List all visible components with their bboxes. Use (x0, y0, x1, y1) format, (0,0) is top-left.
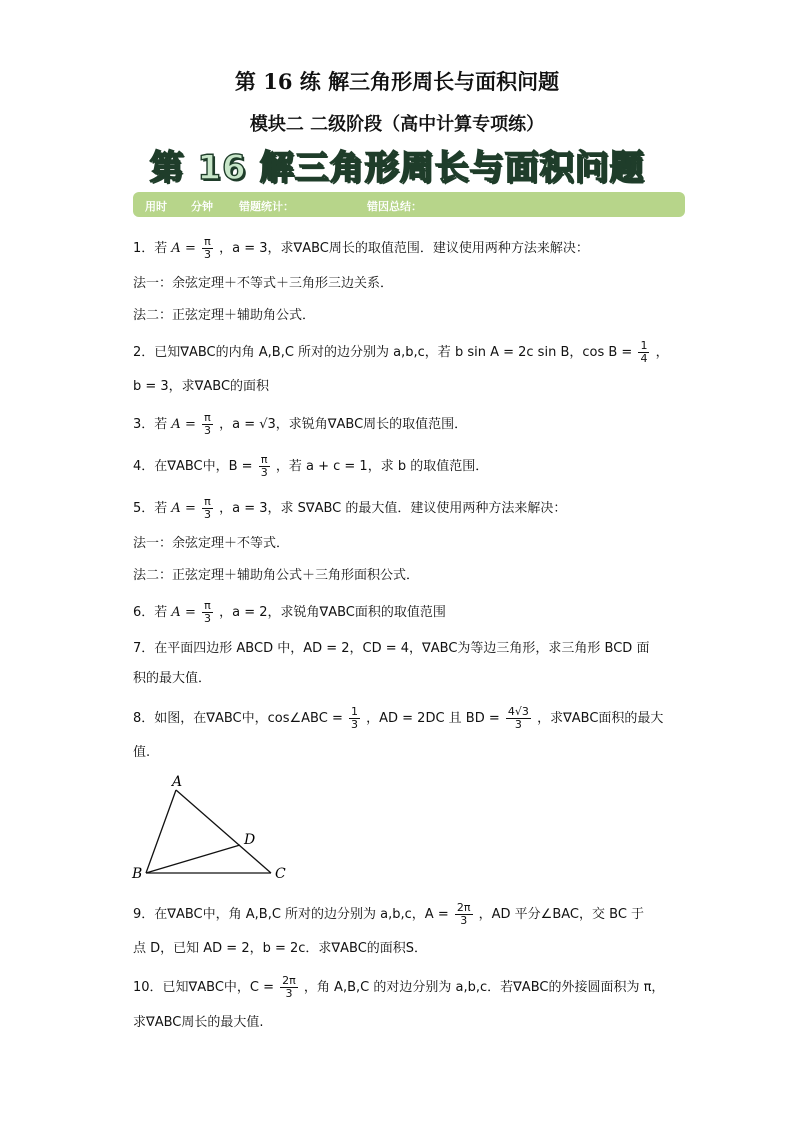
question-5-method-2: 法二：正弦定理＋辅助角公式＋三角形面积公式． (133, 568, 420, 583)
question-9-line-2: 点 D，已知 AD = 2，b = 2c．求∇ABC的面积S． (133, 941, 428, 956)
question-5-method-1: 法一：余弦定理＋不等式． (133, 536, 290, 551)
question-5: 5．若 A = $\frac{\pi}{3}$ ，a = 3，求 S∇ABC 的最大值．建议使用两种方法来解决： (133, 495, 567, 521)
fraction: $\frac{2\pi}{3}$ (282, 974, 296, 1000)
label-a: A (172, 774, 183, 790)
question-7-line-2: 积的最大值． (133, 671, 212, 686)
label-d: D (244, 832, 256, 848)
question-8: 8．如图，在∇ABC中，cos∠ABC = $\frac{1}{3}$ ，AD = 2DC 且 BD = $\frac{4√3}{3}$ ，求∇ABC面积的最大 (133, 705, 664, 731)
fraction: $\frac{\pi}{3}$ (203, 599, 211, 625)
fraction: $\frac{1}{3}$ (350, 705, 358, 731)
segment-ab (146, 790, 176, 873)
fraction: $\frac{1}{4}$ (640, 339, 648, 365)
fraction: $\frac{\pi}{3}$ (260, 453, 268, 479)
fraction: $\frac{\pi}{3}$ (203, 235, 211, 261)
fraction: $\frac{\pi}{3}$ (203, 495, 211, 521)
label-c: C (275, 866, 286, 882)
question-10: 10．已知∇ABC中，C = $\frac{2\pi}{3}$ ，角 A,B,C 的对边分别为 a,b,c．若∇ABC的外接圆面积为 π， (133, 974, 665, 1000)
banner-title: 第 16 解三角形周长与面积问题 (149, 148, 645, 188)
fraction: $\frac{2\pi}{3}$ (456, 901, 471, 927)
question-8-line-2: 值. (133, 745, 151, 760)
question-2: 2．已知∇ABC的内角 A,B,C 所对的边分别为 a,b,c，若 b sin A = 2c sin B，cos B = $\frac{1}{4}$ ， (133, 339, 669, 365)
question-10-line-2: 求∇ABC周长的最大值. (133, 1015, 264, 1030)
fraction: $\frac{\pi}{3}$ (203, 411, 211, 437)
question-1: 1．若 A = $\frac{\pi}{3}$ ，a = 3，求∇ABC周长的取值范围．建议使用两种方法来解决： (133, 235, 589, 261)
question-9: 9．在∇ABC中，角 A,B,C 所对的边分别为 a,b,c，A = $\frac{2\pi}{3}$ ，AD 平分∠BAC，交 BC 于 (133, 901, 645, 927)
page-subtitle: 模块二 二级阶段（高中计算专项练） (249, 114, 545, 135)
question-3: 3．若 A = $\frac{\pi}{3}$ ，a = √3，求锐角∇ABC周长的取值范围． (133, 411, 468, 437)
page-title: 第 16 练 解三角形周长与面积问题 (234, 69, 560, 94)
stat-minutes-label: 分钟 (191, 200, 213, 213)
triangle-figure (128, 772, 298, 887)
stat-time-label: 用时 (145, 200, 167, 213)
label-b: B (132, 866, 143, 882)
segment-ac (176, 790, 271, 873)
question-2-line-2: b = 3，求∇ABC的面积 (133, 379, 270, 394)
question-1-method-1: 法一：余弦定理＋不等式＋三角形三边关系． (133, 276, 394, 291)
segment-bd (146, 845, 240, 873)
question-6: 6．若 A = $\frac{\pi}{3}$ ，a = 2，求锐角∇ABC面积的取值范围 (133, 599, 446, 625)
question-1-method-2: 法二：正弦定理＋辅助角公式． (133, 308, 316, 323)
stat-wrong-reason-label: 错因总结： (367, 200, 422, 213)
question-7: 7．在平面四边形 ABCD 中，AD = 2，CD = 4，∇ABC为等边三角形，求三角形 BCD 面 (133, 641, 650, 656)
question-4: 4．在∇ABC中，B = $\frac{\pi}{3}$ ，若 a + c = 1，求 b 的取值范围． (133, 453, 489, 479)
stats-bar (133, 192, 685, 217)
fraction: $\frac{4√3}{3}$ (507, 705, 529, 731)
stat-wrong-count-label: 错题统计： (239, 200, 294, 213)
